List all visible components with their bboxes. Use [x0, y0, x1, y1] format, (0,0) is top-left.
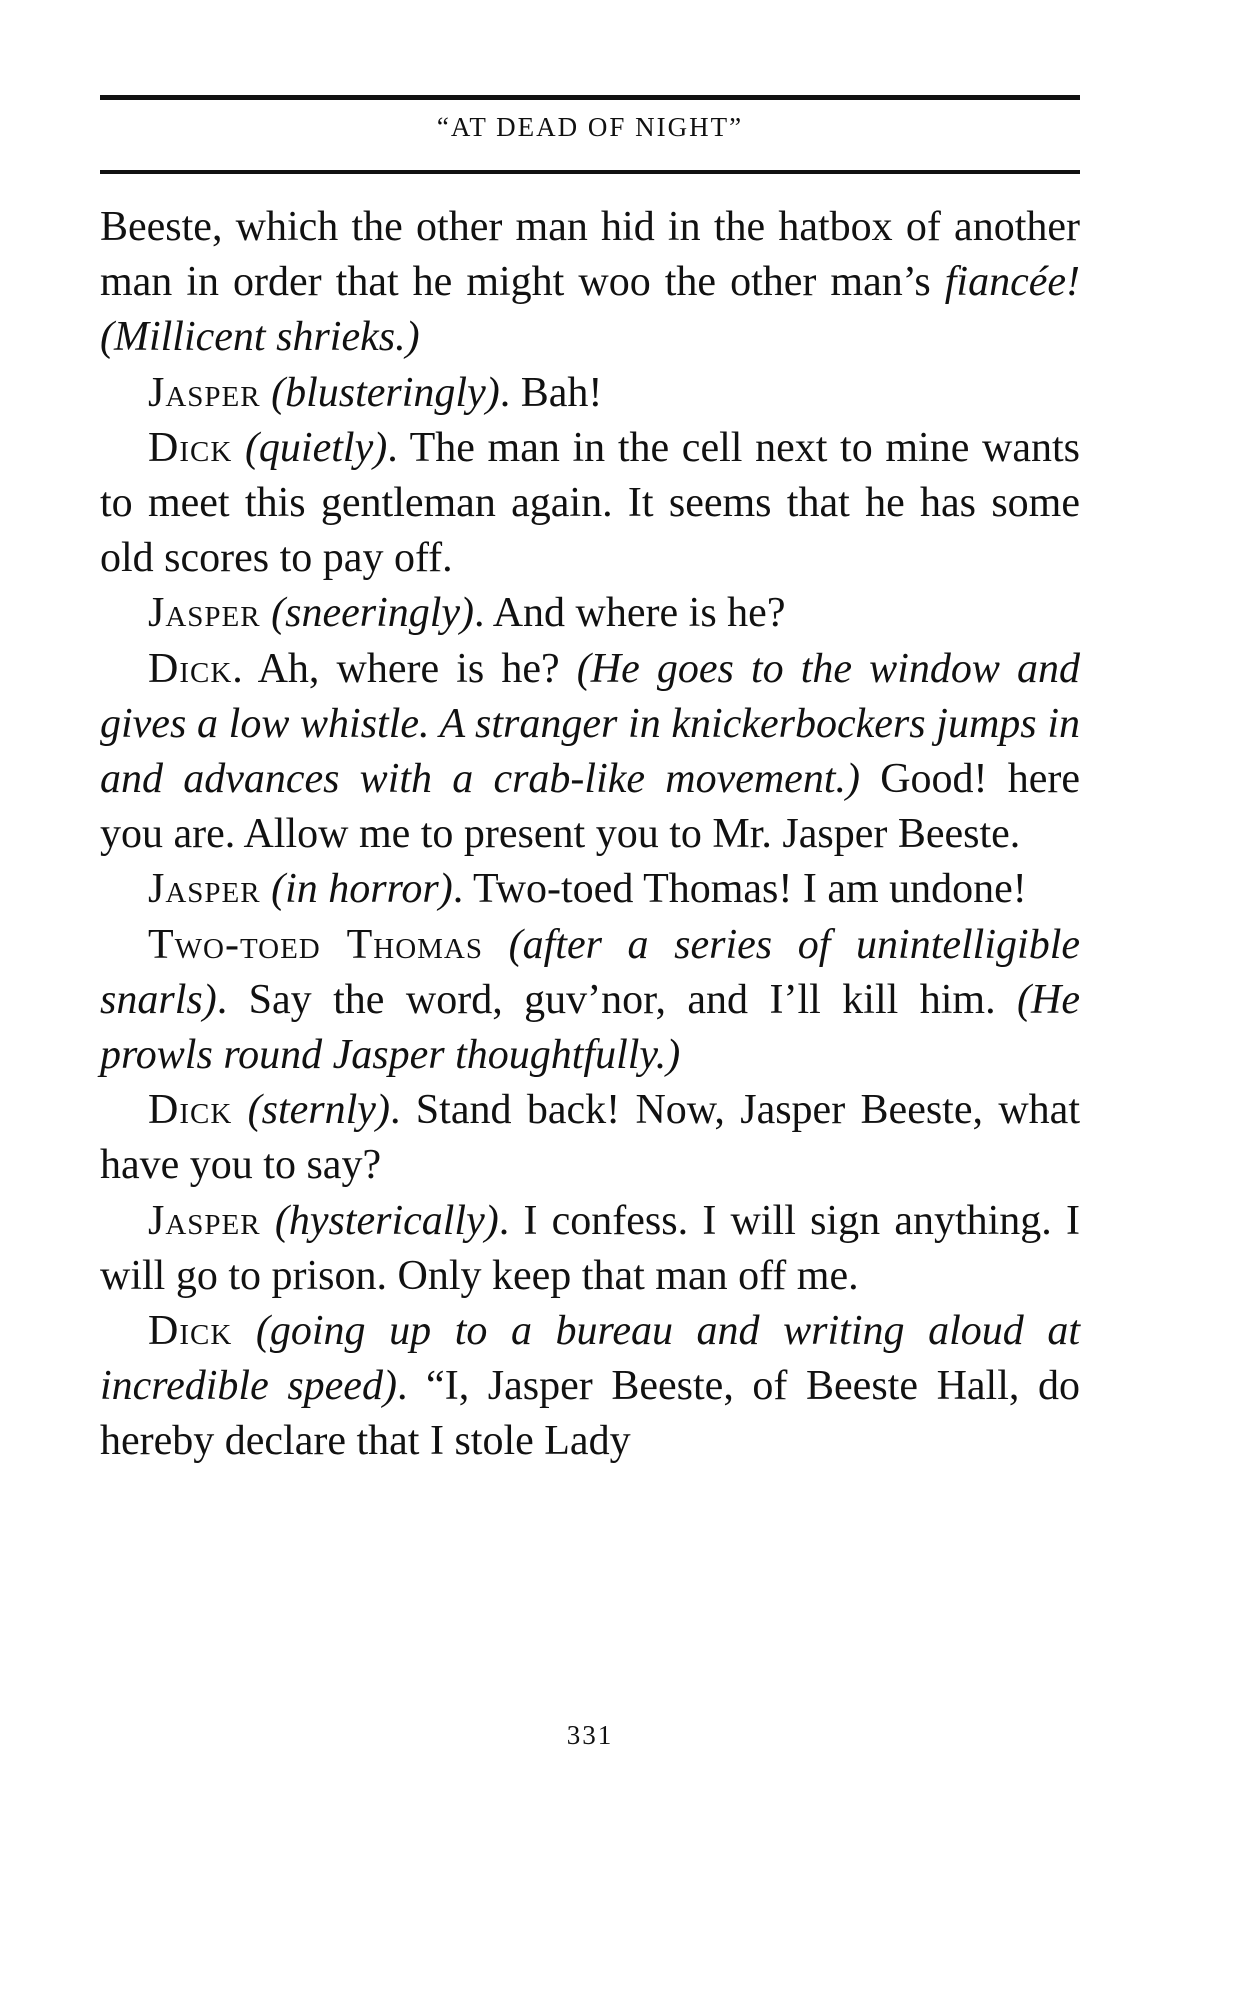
dialogue-text: . “I, Jasper Beeste, of Beeste Hall, do hereby declare that I stole Lady — [100, 1363, 1080, 1465]
page-body — [100, 200, 1080, 1470]
dialogue-line — [100, 642, 1080, 863]
speaker-name: Dick — [148, 424, 233, 471]
stage-direction: (hysterically) — [274, 1197, 499, 1244]
header-rule-bottom — [100, 170, 1080, 174]
stage-direction: (blusteringly) — [271, 369, 500, 416]
speaker-name: Jasper — [148, 1197, 261, 1244]
speaker-name: Dick — [148, 1087, 233, 1134]
dialogue-text: Good! here you are. Allow me to present you to Mr. Jasper Beeste. — [100, 756, 1080, 858]
paragraph-continuation — [100, 200, 1080, 366]
dialogue-text: . And where is he? — [474, 590, 786, 637]
stage-direction: (after a series of unintelligible snarls) — [100, 921, 1081, 1023]
dialogue-text: . Ah, where is he? — [232, 645, 577, 692]
stage-direction: (going up to a bureau and writing aloud at incredible speed) — [100, 1308, 1080, 1410]
dialogue-line — [100, 1194, 1080, 1304]
speaker-name: Jasper — [148, 590, 261, 637]
speaker-name: Two-toed Thomas — [148, 921, 483, 968]
running-header: “AT DEAD OF NIGHT” — [436, 112, 744, 142]
header-rule-top — [100, 95, 1080, 100]
stage-direction: (sneeringly) — [271, 590, 475, 637]
dialogue-text: . Two-toed Thomas! I am undone! — [452, 866, 1027, 913]
speaker-name: Jasper — [148, 866, 261, 913]
dialogue-line — [100, 918, 1080, 1084]
dialogue-text: . Bah! — [499, 369, 603, 416]
paragraph-text: Beeste, which the other man hid in the hatbox of another man in order that he might woo the other man’s — [100, 204, 1080, 306]
dialogue-text: . Say the word, guv’nor, and I’ll kill him. — [216, 976, 1018, 1023]
dialogue-text: . Stand back! Now, Jasper Beeste, what have you to say? — [100, 1087, 1080, 1189]
speaker-name: Dick — [148, 1308, 233, 1355]
dialogue-line — [100, 1083, 1080, 1193]
dialogue-line — [100, 421, 1080, 587]
speaker-name: Dick — [148, 645, 233, 692]
dialogue-line — [100, 862, 1080, 917]
stage-direction: (He goes to the window and gives a low whistle. A stranger in knickerbockers jumps in and advances with a crab-like movement.) — [100, 645, 1080, 803]
stage-direction: (He prowls round Jasper thoughtfully.) — [100, 976, 1080, 1079]
dialogue-text: . The man in the cell next to mine wants to meet this gentleman again. It seems that he has some old scores to pay off. — [100, 424, 1080, 582]
dialogue-line — [100, 586, 1080, 641]
stage-direction: (in horror) — [271, 866, 453, 913]
stage-direction: (quietly) — [244, 424, 388, 471]
stage-direction: (sternly) — [247, 1087, 390, 1134]
dialogue-line — [100, 1304, 1080, 1470]
page-number: 331 — [566, 1720, 614, 1750]
stage-direction: fiancée! (Millicent shrieks.) — [100, 259, 1080, 361]
speaker-name: Jasper — [148, 369, 261, 416]
dialogue-text: . I confess. I will sign anything. I will go to prison. Only keep that man off me. — [100, 1197, 1081, 1299]
dialogue-line — [100, 366, 1080, 421]
